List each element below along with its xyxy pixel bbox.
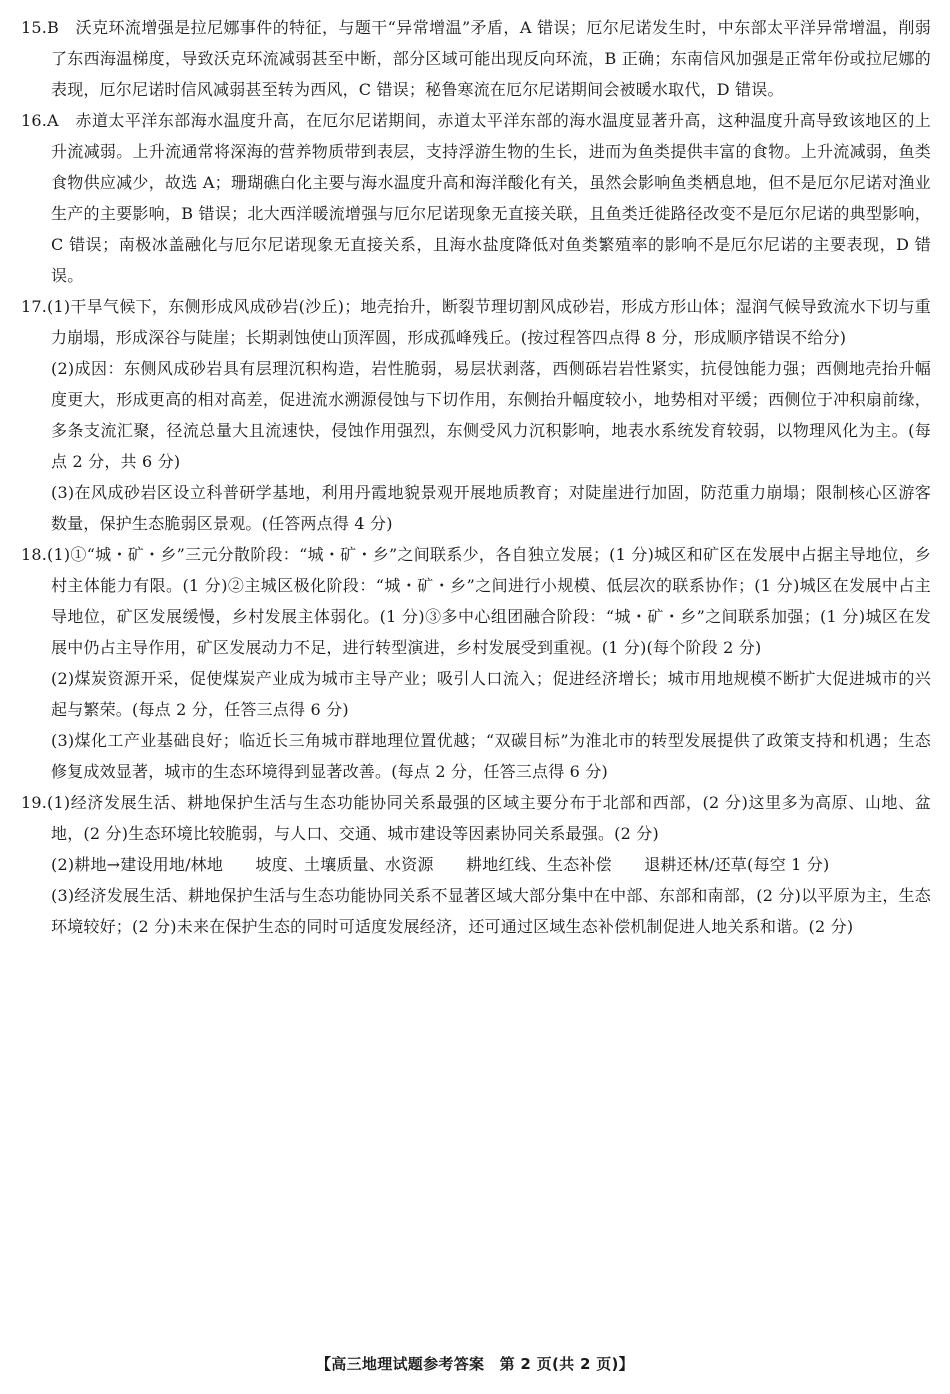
answer-18-part-2: (2)煤炭资源开采，促使煤炭产业成为城市主导产业；吸引人口流入；促进经济增长；城市用地规模不断扩大促进城市的兴起与繁荣。(每点 2 分，任答三点得 6 分): [51, 669, 931, 719]
answer-16: [21, 105, 931, 291]
answer-19-part-1: [21, 787, 931, 849]
answer-18-part-1-text: (1)①“城・矿・乡”三元分散阶段：“城・矿・乡”之间联系少，各自独立发展；(1 分)城区和矿区在发展中占据主导地位，乡村主体能力有限。(1 分)②主城区极化阶段：“城・矿・乡”之间进行小规模、低层次的联系协作；(1 分)城区在发展中占主导地位，矿区发展缓慢，乡村发展主体弱化。(1 分)③多中心组团融合阶段：“城・矿・乡”之间联系加强；(1 分)城区在发展中仍占主导作用，矿区发展动力不足，进行转型演进，乡村发展受到重视。(1 分)(每个阶段 2 分): [47, 545, 931, 657]
page-footer: 【高三地理试题参考答案 第 2 页(共 2 页)】: [316, 1355, 634, 1373]
answer-17-number: 17.: [21, 297, 48, 316]
answer-19-part-3: (3)经济发展生活、耕地保护生活与生态功能协同关系不显著区域大部分集中在中部、东部和南部，(2 分)以平原为主，生态环境较好；(2 分)未来在保护生态的同时可适度发展经济，还可通过区域生态补偿机制促进人地关系和谐。(2 分): [51, 886, 931, 936]
answer-17-part-2: (2)成因：东侧风成砂岩具有层理沉积构造，岩性脆弱，易层状剥落，西侧砾岩岩性紧实，抗侵蚀能力强；西侧地壳抬升幅度更大，形成更高的相对高差，促进流水溯源侵蚀与下切作用，东侧抬升幅度较小，地势相对平缓；西侧位于冲积扇前缘，多条支流汇聚，径流总量大且流速快，侵蚀作用强烈，东侧受风力沉积影响，地表水系统发育较弱，以物理风化为主。(每点 2 分，共 6 分): [51, 359, 931, 471]
answer-17-part-1-text: (1)干旱气候下，东侧形成风成砂岩(沙丘)；地壳抬升，断裂节理切割风成砂岩，形成方形山体；湿润气候导致流水下切与重力崩塌，形成深谷与陡崖；长期剥蚀使山顶浑圆，形成孤峰残丘。(按过程答四点得 8 分，形成顺序错误不给分): [47, 297, 931, 347]
answer-16-text: 赤道太平洋东部海水温度升高，在厄尔尼诺期间，赤道太平洋东部的海水温度显著升高，这种温度升高导致该地区的上升流减弱。上升流通常将深海的营养物质带到表层，支持浮游生物的生长，进而为鱼类提供丰富的食物。上升流减弱，鱼类食物供应减少，故选 A；珊瑚礁白化主要与海水温度升高和海洋酸化有关，虽然会影响鱼类栖息地，但不是厄尔尼诺对渔业生产的主要影响，B 错误；北大西洋暖流增强与厄尔尼诺现象无直接关联，且鱼类迁徙路径改变不是厄尔尼诺的典型影响，C 错误；南极冰盖融化与厄尔尼诺现象无直接关系，且海水盐度降低对鱼类繁殖率的影响不是厄尔尼诺的主要表现，D 错误。: [51, 111, 931, 285]
answer-18-part-1: [21, 539, 931, 663]
answer-18-part-3: (3)煤化工产业基础良好；临近长三角城市群地理位置优越；“双碳目标”为淮北市的转型发展提供了政策支持和机遇；生态修复成效显著，城市的生态环境得到显著改善。(每点 2 分，任答三点得 6 分): [51, 731, 931, 781]
answer-15: [21, 12, 931, 105]
answer-15-number: 15.B: [21, 18, 60, 37]
answer-17-part-1: [21, 291, 931, 353]
answer-15-text: 沃克环流增强是拉尼娜事件的特征，与题干“异常增温”矛盾，A 错误；厄尔尼诺发生时，中东部太平洋异常增温，削弱了东西海温梯度，导致沃克环流减弱甚至中断，部分区域可能出现反向环流，B 正确；东南信风加强是正常年份或拉尼娜的表现，厄尔尼诺时信风减弱甚至转为西风，C 错误；秘鲁寒流在厄尔尼诺期间会被暖水取代，D 错误。: [51, 18, 931, 99]
answer-17-part-3: (3)在风成砂岩区设立科普研学基地，利用丹霞地貌景观开展地质教育；对陡崖进行加固，防范重力崩塌；限制核心区游客数量，保护生态脆弱区景观。(任答两点得 4 分): [51, 483, 931, 533]
answer-18-number: 18.: [21, 545, 48, 564]
answer-19-part-1-text: (1)经济发展生活、耕地保护生活与生态功能协同关系最强的区域主要分布于北部和西部，(2 分)这里多为高原、山地、盆地，(2 分)生态环境比较脆弱，与人口、交通、城市建设等因素协同关系最强。(2 分): [47, 793, 931, 843]
answer-19-number: 19.: [21, 793, 48, 812]
answer-19-part-2: (2)耕地→建设用地/林地 坡度、土壤质量、水资源 耕地红线、生态补偿 退耕还林/还草(每空 1 分): [51, 855, 830, 874]
answer-page: [21, 12, 931, 942]
answer-16-number: 16.A: [21, 111, 59, 130]
